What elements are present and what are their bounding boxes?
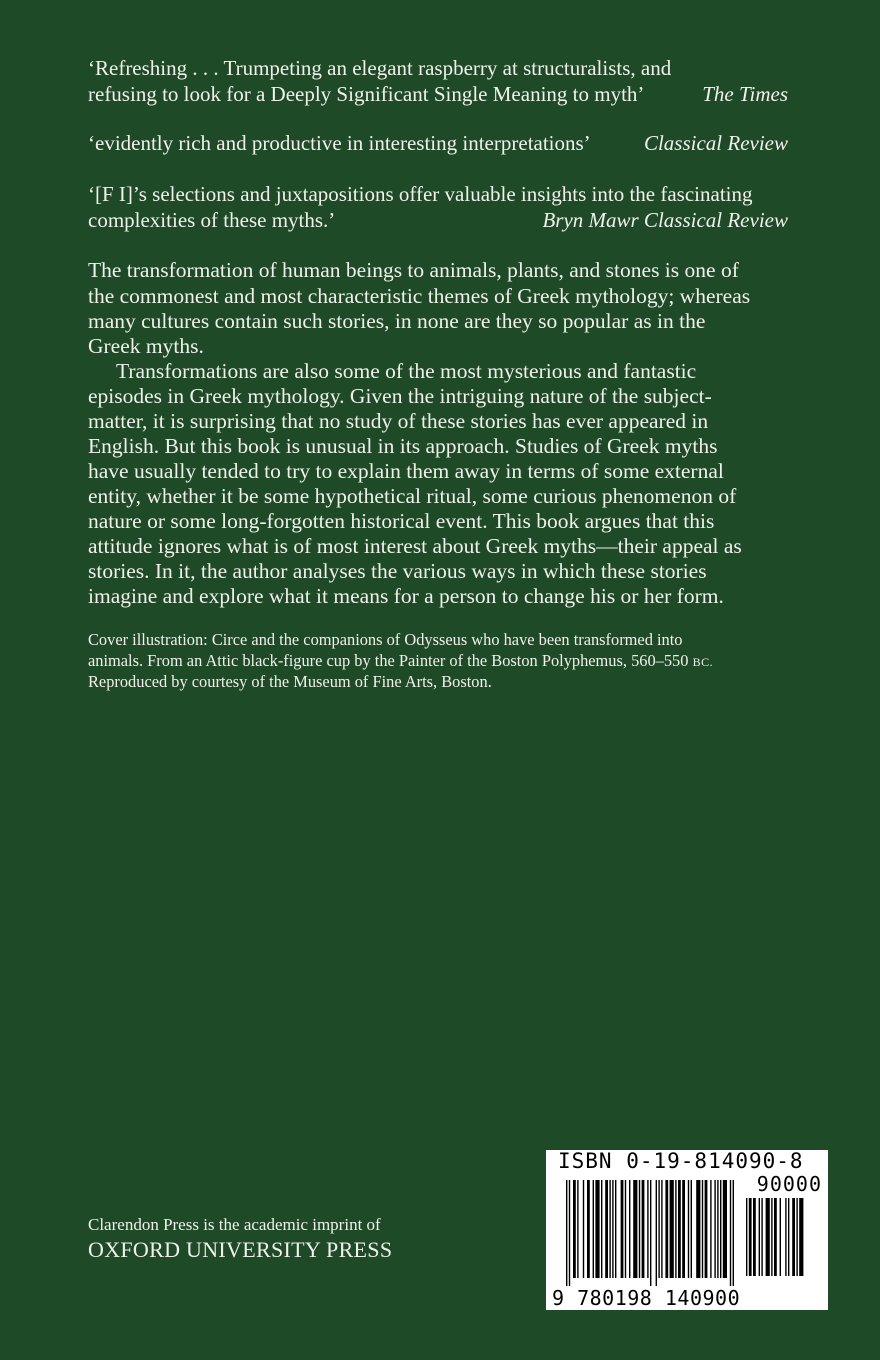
barcode-bar (696, 1180, 700, 1278)
barcode-bar (780, 1198, 781, 1276)
barcode-bar (746, 1198, 747, 1276)
description-line: Transformations are also some of the most mysterious and fantastic (116, 359, 697, 383)
description-line: nature or some long-forgotten historical event. This book argues that this (88, 509, 715, 533)
barcode-bar (682, 1180, 685, 1278)
barcode-bar (749, 1198, 752, 1276)
quote-line: ‘Refreshing . . . Trumpeting an elegant raspberry at structuralists, and (88, 56, 672, 80)
description-line: have usually tended to try to explain them away in terms of some external (88, 459, 724, 483)
barcode-bar (799, 1198, 803, 1276)
barcode-bar (774, 1198, 777, 1276)
barcode-bar (730, 1180, 731, 1286)
barcode-bar (609, 1180, 610, 1278)
imprint-line: Clarendon Press is the academic imprint of (88, 1215, 381, 1234)
barcode-bar (639, 1180, 640, 1278)
barcode-bar (688, 1180, 689, 1278)
era-abbreviation: BC. (692, 655, 714, 669)
barcode-bar (569, 1180, 570, 1286)
barcode-bar (678, 1180, 681, 1278)
barcode-bar (792, 1198, 795, 1276)
barcode-bar (577, 1180, 578, 1278)
barcode-bar (720, 1180, 721, 1278)
description-line: many cultures contain such stories, in none are they so popular as in the (88, 309, 706, 333)
barcode-bar (587, 1180, 590, 1278)
barcode-bar (705, 1180, 708, 1278)
ean-number: 9 780198 140900 (552, 1286, 741, 1310)
barcode-bar (658, 1180, 659, 1278)
barcode-bar (621, 1180, 624, 1278)
isbn-barcode (546, 1150, 828, 1310)
barcode-bar (605, 1180, 608, 1278)
barcode-bar (629, 1180, 630, 1278)
barcode-bar (615, 1180, 616, 1278)
barcode-bar (675, 1180, 676, 1278)
cover-credit-line (88, 651, 713, 672)
description-line: stories. In it, the author analyses the various ways in which these stories (88, 559, 707, 583)
barcode-bar (593, 1180, 594, 1278)
barcode-bar (670, 1180, 674, 1278)
barcode-bar (733, 1180, 734, 1286)
quote-line: refusing to look for a Deeply Significant Single Meaning to myth’ (88, 82, 645, 106)
ean-bars (566, 1180, 741, 1286)
barcode-bar (642, 1180, 645, 1278)
barcode-bar (612, 1180, 613, 1278)
barcode-bar (759, 1198, 760, 1276)
barcode-bar (601, 1180, 602, 1278)
quote-line: complexities of these myths.’ (88, 208, 336, 232)
description-line: the commonest and most characteristic themes of Greek mythology; whereas (88, 284, 751, 308)
description-line: Greek myths. (88, 334, 204, 358)
barcode-bar (723, 1180, 727, 1278)
quote-source: The Times (702, 82, 788, 106)
description-line: episodes in Greek mythology. Given the intriguing nature of the subject- (88, 384, 712, 408)
barcode-bar (710, 1180, 711, 1278)
barcode-bar (714, 1180, 715, 1278)
barcode-bar (691, 1180, 692, 1278)
isbn-label: ISBN 0-19-814090-8 (558, 1149, 804, 1173)
barcode-bar (625, 1180, 626, 1278)
barcode-bar (665, 1180, 668, 1278)
barcode-bar (796, 1198, 797, 1276)
cover-credit-line: Reproduced by courtesy of the Museum of Fine Arts, Boston. (88, 672, 492, 691)
description-line: entity, whether it be some hypothetical ritual, some curious phenomenon of (88, 484, 737, 508)
barcode-bar (566, 1180, 567, 1286)
barcode-bar (573, 1180, 576, 1278)
publisher-name: OXFORD UNIVERSITY PRESS (88, 1237, 393, 1262)
barcode-bar (647, 1180, 648, 1278)
cover-credit-line: Cover illustration: Circe and the companions of Odysseus who have been transformed into (88, 630, 683, 649)
quote-line: ‘[F I]’s selections and juxtapositions offer valuable insights into the fascinating (88, 182, 753, 206)
quote-source: Bryn Mawr Classical Review (542, 208, 788, 232)
description-line: imagine and explore what it means for a person to change his or her form. (88, 584, 724, 608)
quote-source: Classical Review (643, 131, 788, 155)
description-line: English. But this book is unusual in its approach. Studies of Greek myths (88, 434, 718, 458)
barcode-bar (595, 1180, 599, 1278)
description-line: matter, it is surprising that no study of these stories has ever appeared in (88, 409, 709, 433)
barcode-bar (661, 1180, 662, 1278)
cover-credit-text: animals. From an Attic black-figure cup by the Painter of the Boston Polyphemus, 560–550 (88, 651, 689, 670)
barcode-bar (771, 1198, 772, 1276)
barcode-bar (753, 1198, 756, 1276)
barcode-bar (788, 1198, 789, 1276)
barcode-bar (656, 1180, 657, 1286)
description-line: The transformation of human beings to animals, plants, and stones is one of (88, 258, 739, 282)
barcode-bar (702, 1180, 703, 1278)
price-addon-code: 90000 (756, 1172, 822, 1196)
barcode-bar (761, 1198, 762, 1276)
barcode-bar (583, 1180, 584, 1278)
barcode-bar (633, 1180, 637, 1278)
description-line: attitude ignores what is of most interest about Greek myths—their appeal as (88, 534, 742, 558)
quote-line: ‘evidently rich and productive in interesting interpretations’ (88, 131, 591, 155)
barcode-bar (650, 1180, 651, 1286)
barcode-bar (785, 1198, 786, 1276)
barcode-bar (717, 1180, 718, 1278)
barcode-bar (766, 1198, 770, 1276)
addon-bars (746, 1198, 822, 1284)
